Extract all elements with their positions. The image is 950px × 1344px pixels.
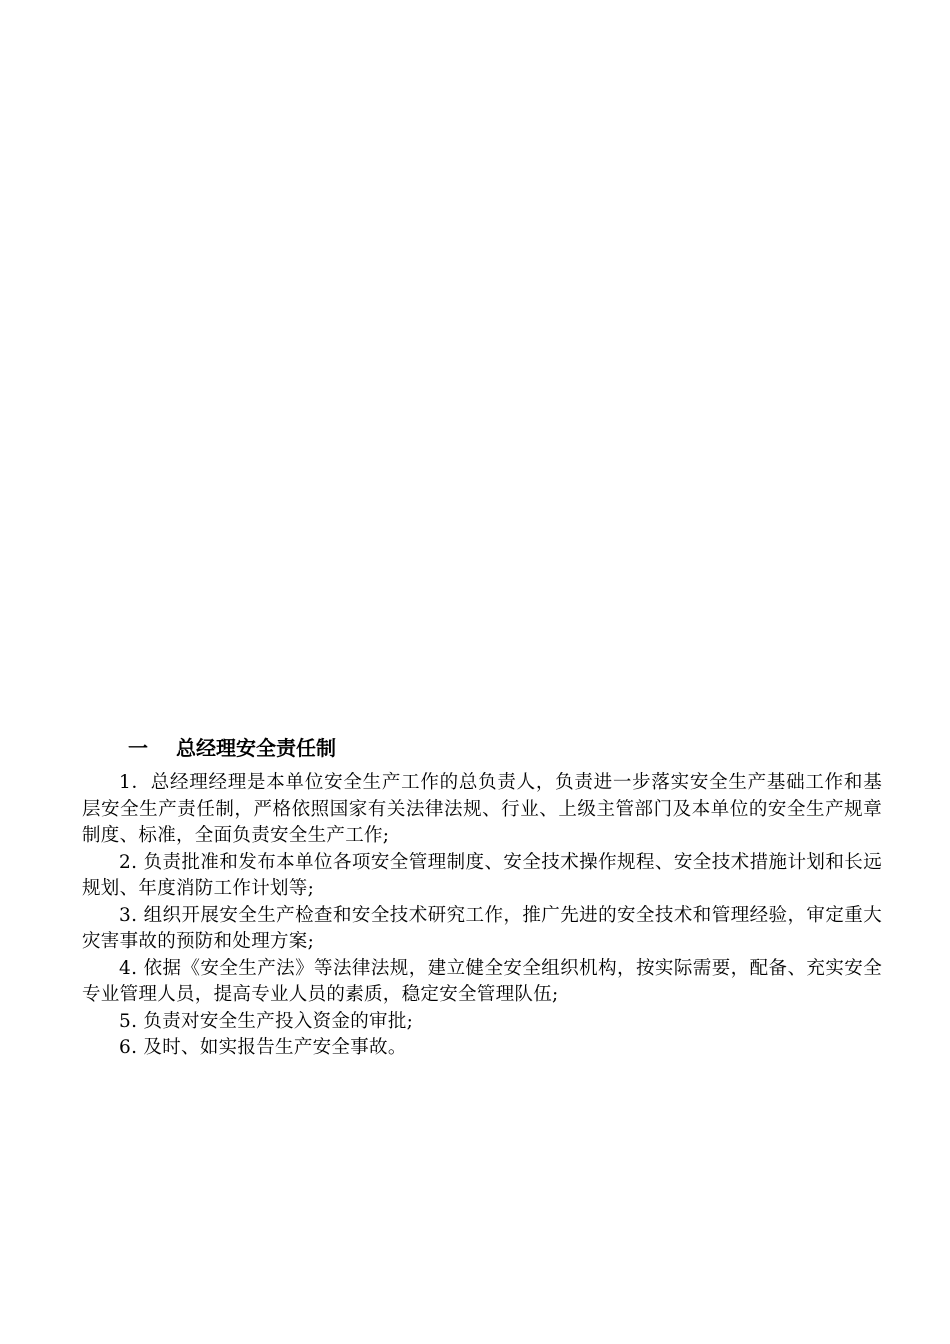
paragraph-3: 3. 组织开展安全生产检查和安全技术研究工作，推广先进的安全技术和管理经验，审定重大灾害事故的预防和处理方案; [82, 904, 882, 952]
responsibility-section [82, 734, 882, 1062]
section-heading [82, 734, 882, 762]
paragraph-1: 1．总经理经理是本单位安全生产工作的总负责人，负责进一步落实安全生产基础工作和基层安全生产责任制，严格依照国家有关法律法规、行业、上级主管部门及本单位的安全生产规章制度、标准，全面负责安全生产工作; [82, 772, 882, 846]
paragraph-5: 5. 负责对安全生产投入资金的审批; [119, 1010, 414, 1032]
section-number: 一 [128, 736, 148, 760]
section-title: 总经理安全责任制 [176, 736, 336, 760]
paragraph-2: 2. 负责批准和发布本单位各项安全管理制度、安全技术操作规程、安全技术措施计划和长远规划、年度消防工作计划等; [82, 851, 882, 899]
section-body [82, 770, 882, 1062]
paragraph-6: 6. 及时、如实报告生产安全事故。 [119, 1037, 407, 1058]
paragraph-4: 4. 依据《安全生产法》等法律法规，建立健全安全组织机构，按实际需要，配备、充实安全专业管理人员，提高专业人员的素质，稳定安全管理队伍; [82, 957, 882, 1005]
